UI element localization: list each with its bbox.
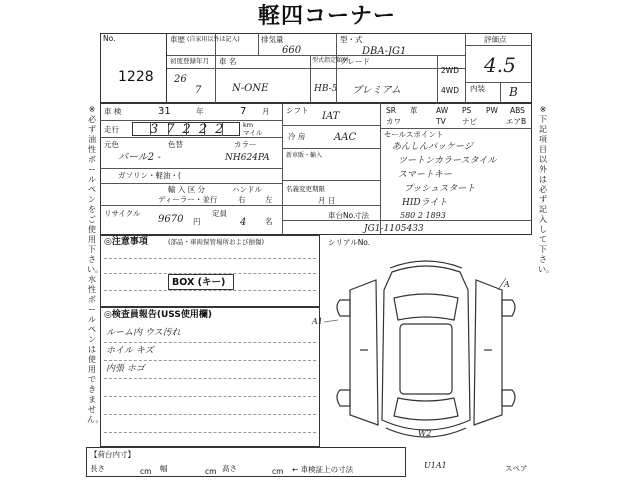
recycle-value: 9670: [158, 214, 184, 225]
yen-label: 円: [193, 217, 201, 226]
box-key-label: BOX (キー): [172, 277, 226, 288]
notes-subtitle: (部品・車両保管場所および損傷): [168, 238, 265, 246]
damage-mark-a: A: [504, 280, 510, 289]
4wd-label: 4WD: [441, 86, 459, 95]
equip-pw: PW: [486, 106, 498, 115]
aircon-value: AAC: [334, 132, 357, 143]
displacement-label: 排気量: [261, 35, 284, 44]
color-original-label: 元色: [104, 140, 119, 149]
equip-airbag: エアB: [506, 117, 527, 126]
cargo-length-unit: cm: [140, 467, 152, 476]
equip-abs: ABS: [510, 106, 525, 115]
left-side-note: ※必ず油性ボールペンをご使用下さい。水性ボールペンは使用できません。: [87, 105, 104, 424]
equip-sr: SR: [386, 106, 396, 115]
shaken-month-value: 7: [240, 106, 247, 117]
serial-label: シリアルNo.: [328, 238, 371, 247]
lot-number: 1228: [118, 69, 154, 85]
car-diagram: [320, 250, 532, 450]
shaken-year-value: 31: [158, 106, 171, 117]
inspector-title: ◎検査員報告(USS使用欄): [104, 310, 212, 320]
car-history-label: 車歴: [170, 35, 185, 44]
left-label: 左: [265, 195, 273, 204]
chassis-label: 車台No.: [328, 211, 356, 220]
equip-aw: AW: [436, 106, 449, 115]
score-value: 4.5: [484, 53, 516, 77]
right-label: 右: [238, 195, 246, 204]
shift-value: IAT: [322, 111, 340, 122]
size-label: 寸法: [354, 211, 369, 220]
car-history-note: (自家用以外は記入): [187, 36, 240, 43]
interior-label: 内装: [470, 84, 485, 93]
cargo-label: 【荷台内寸】: [90, 450, 135, 459]
mile-label: マイル: [243, 129, 263, 137]
lot-box: [100, 33, 167, 103]
shift-label: シフト: [286, 106, 309, 115]
person-label: 名: [265, 217, 273, 226]
displacement-value: 660: [282, 45, 302, 56]
dealer-label: ディーラー・並行: [158, 195, 218, 204]
equip-tv: TV: [436, 117, 446, 126]
sales-point-3: スマートキー: [398, 170, 452, 180]
color-code-value: NH624PA: [225, 153, 270, 163]
cargo-width-unit: cm: [205, 467, 217, 476]
sales-point-4: プッシュスタート: [404, 184, 476, 194]
sales-point-1: あんしんパッケージ: [392, 142, 473, 152]
damage-mark-a1: A1: [312, 317, 323, 326]
sales-point-5: HIDライト: [402, 198, 448, 208]
equip-leather: 革: [410, 106, 418, 115]
cargo-length-label: 長さ: [90, 464, 105, 473]
damage-mark-u1a1: U1A1: [424, 461, 447, 470]
first-reg-label: 初度登録年月: [170, 57, 209, 65]
shaken-label: 車 検: [104, 107, 122, 116]
meigi-date-label: 月 日: [318, 196, 336, 205]
reg-year-value: 26: [174, 74, 187, 85]
car-name-label: 車 名: [219, 57, 237, 66]
shaken-month-label: 月: [262, 107, 270, 116]
fuel-label: ガソリン・軽油・(: [118, 171, 181, 180]
2wd-label: 2WD: [441, 66, 459, 75]
cargo-height-unit: cm: [272, 467, 284, 476]
size-value: 580 2 1893: [400, 211, 446, 220]
model-type-value: DBA-JG1: [362, 46, 407, 57]
car-name-value: N-ONE: [232, 83, 269, 94]
color-value: パール2 -: [118, 152, 161, 163]
model-type-label: 型・式: [340, 35, 363, 44]
capacity-value: 4: [240, 217, 247, 228]
inspector-note-2: ホイル キズ: [106, 346, 154, 356]
chassis-value: JG1-1105433: [364, 224, 424, 234]
spare-label: スペア: [505, 464, 528, 473]
recycle-label: リサイクル: [104, 209, 141, 218]
grade-label: グレード: [340, 57, 370, 66]
sheet-title: 軽四コーナー: [258, 4, 397, 29]
shaken-year-label: 年: [196, 107, 204, 116]
import-label: 輸 入 区 分: [168, 185, 206, 194]
score-label: 評価点: [484, 35, 507, 44]
aircon-label: 冷 房: [288, 132, 306, 141]
mileage-label: 走行: [104, 125, 119, 134]
reg-month-value: 7: [195, 85, 202, 96]
km-label: km: [243, 121, 254, 129]
grade-code-label: 型式指定類別: [312, 57, 349, 64]
sales-points-label: セールスポイント: [384, 130, 444, 139]
no-label: No.: [103, 34, 116, 43]
meigi-label: 名義変更期限: [286, 185, 325, 193]
inspector-note-3: 内張 ホゴ: [106, 364, 145, 374]
color-current-label: 色替: [168, 140, 183, 149]
inspector-note-1: ルーム内 ウス汚れ: [106, 328, 181, 338]
history-label: 新車販・輸入: [286, 152, 323, 159]
equip-navi: ナビ: [462, 117, 477, 126]
interior-value: B: [509, 85, 518, 99]
equip-ps: PS: [462, 106, 472, 115]
notes-title: ◎注意事項: [104, 237, 148, 247]
cargo-height-label: 高さ: [222, 464, 237, 473]
cargo-width-label: 幅: [160, 464, 168, 473]
mileage-value: 37222: [150, 122, 232, 137]
grade-code-value: HB-5: [314, 84, 338, 94]
color-code-label: カラー: [234, 140, 257, 149]
damage-mark-w2: W2: [418, 429, 432, 438]
right-side-note: ※下記項目以外は必ず記入して下さい。: [538, 105, 554, 274]
legend-note: ← 車検証上の寸法: [292, 465, 354, 474]
handle-label: ハンドル: [232, 185, 262, 194]
capacity-label: 定員: [212, 209, 227, 218]
grade-value: プレミアム: [352, 85, 401, 96]
sales-point-2: ツートンカラースタイル: [398, 156, 497, 166]
equip-kawa: カワ: [386, 117, 401, 126]
